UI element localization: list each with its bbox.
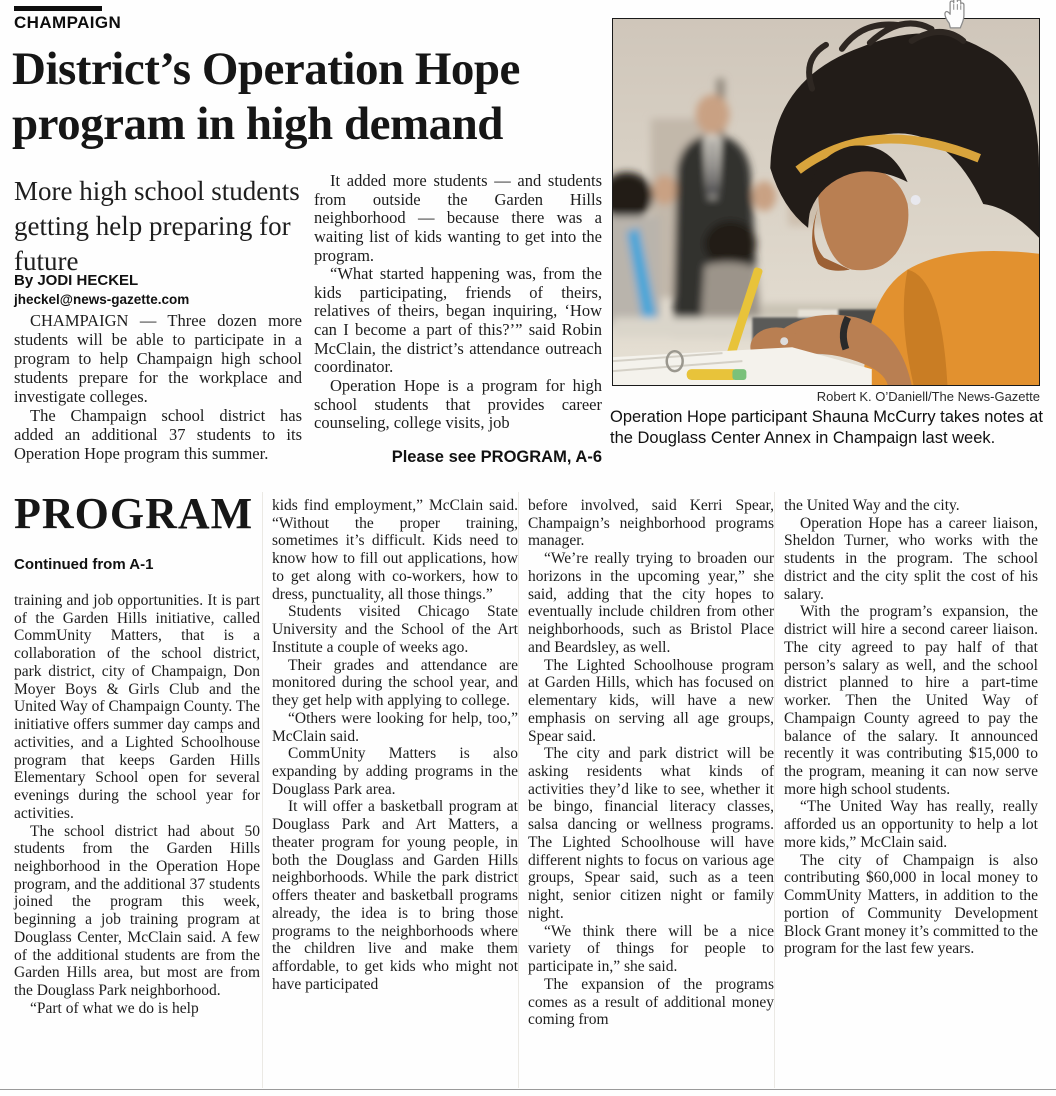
- body-paragraph: Operation Hope is a program for high school students that provides career counseling, college visits, job: [314, 376, 602, 433]
- page-bottom-rule: [0, 1089, 1056, 1090]
- body-paragraph: It will offer a basketball program at Douglass Park and Art Matters, a theater program for young people, in both the Douglass and Garden Hills neighborhoods. While the park district offers theater and basketball programs already, the idea is to bring those programs to the neighborhoods where the children live and make them affordable, to get kids who might not have participated: [272, 798, 518, 993]
- byline: By JODI HECKEL: [14, 272, 139, 289]
- jump-reference: Please see PROGRAM, A-6: [391, 448, 602, 466]
- photo-credit: Robert K. O’Daniell/The News-Gazette: [816, 389, 1040, 404]
- body-paragraph: “Part of what we do is help: [30, 999, 199, 1017]
- body-paragraph: “Others were looking for help, too,” McClain said.: [272, 709, 518, 745]
- body-paragraph: kids find employment,” McClain said. “Without the proper training, sometimes it’s difficult. Kids need to know how to fill out applications, how to get along with co-workers, how to dress, punctuality, all those things.”: [272, 497, 518, 603]
- column-rule: [774, 492, 775, 1088]
- headline-line1: District’s Operation Hope: [12, 43, 520, 95]
- jump-column-3: [528, 497, 774, 1029]
- kicker-rule: [14, 6, 102, 11]
- body-paragraph: before involved, said Kerri Spear, Champaign’s neighborhood programs manager.: [528, 497, 774, 550]
- headline-line2: program in high demand: [12, 97, 503, 150]
- body-paragraph: The city of Champaign is also contributing $60,000 in local money to CommUnity Matters, in addition to the portion of Community Development Block Grant money it’s committed to the program for the last few years.: [784, 851, 1038, 958]
- hand-cursor-icon: [941, 0, 971, 29]
- body-paragraph: “We think there will be a nice variety of things for people to participate in,” she said.: [528, 922, 774, 976]
- body-paragraph: “What started happening was, from the kids participating, friends of theirs, relatives of theirs, began inquiring, ‘How can I become a part of this?’” said Robin McClain, the district’s attendance outreach coordinator.: [314, 264, 602, 377]
- body-paragraph: CHAMPAIGN — Three dozen more students will be able to participate in a program to help Champaign high school students prepare for the workplace and investigate colleges.: [14, 311, 302, 406]
- body-paragraph: The Lighted Schoolhouse program at Garden Hills, which has focused on elementary kids, will have a new emphasis on serving all age groups, Spear said.: [528, 656, 774, 745]
- body-paragraph: The city and park district will be asking residents what kinds of activities they’d like to see, whether it be bingo, financial literacy classes, salsa dancing or wellness programs. The Lighted Schoolhouse will have different nights to focus on various age groups, Spear said, such as a teen night, senior citizen night or family night.: [528, 745, 774, 922]
- body-paragraph: training and job opportunities. It is part of the Garden Hills initiative, called CommUnity Matters, that is a collaboration of the school district, park district, city of Champaign, Don Moyer Boys & Girls Club and the United Way of Champaign County. The initiative offers summer day camps and activities, and a Lighted Schoolhouse program that keeps Garden Hills Elementary School open for several evenings during the school year for activities.: [14, 592, 261, 822]
- article-headline: [12, 42, 622, 151]
- body-paragraph: The expansion of the programs comes as a result of additional money coming from: [528, 975, 774, 1029]
- section-kicker: CHAMPAIGN: [14, 13, 122, 32]
- body-paragraph: CommUnity Matters is also expanding by adding programs in the Douglass Park area.: [272, 745, 518, 798]
- byline-email: jheckel@news-gazette.com: [14, 292, 190, 307]
- lead-column-2: [314, 172, 602, 433]
- body-paragraph: Their grades and attendance are monitored during the school year, and they get help with applying to college.: [272, 656, 518, 710]
- lead-column-1: [14, 312, 302, 464]
- article-deck: More high school students getting help preparing for future: [14, 176, 300, 277]
- body-paragraph: The Champaign school district has added an additional 37 students to its Operation Hope program this summer.: [14, 405, 302, 463]
- jump-headline: PROGRAM: [14, 489, 254, 538]
- article-photo[interactable]: [612, 18, 1040, 386]
- body-paragraph: With the program’s expansion, the district will hire a second career liaison. The city agreed to pay half of that person’s salary as well, and the school district planned to hire a part-time worker. Then the United Way of Champaign County agreed to pay the balance of the salary. It announced recently it was contributing $15,000 to the program, meaning it can now serve more high school students.: [784, 603, 1038, 798]
- jump-column-4: [784, 497, 1038, 958]
- body-paragraph: the United Way and the city.: [784, 497, 960, 514]
- body-paragraph: “We’re really trying to broaden our horizons in the upcoming year,” she said, adding that the city hopes to eventually include children from other neighborhoods, such as Bristol Place and Beardsley, as well.: [528, 550, 774, 656]
- body-paragraph: It added more students — and students from outside the Garden Hills neighborhood — because there was a waiting list of kids wanting to get into the program.: [314, 171, 602, 265]
- photo-illustration: [613, 19, 1039, 385]
- photo-caption: Operation Hope participant Shauna McCurry takes notes at the Douglass Center Annex in Champaign last week.: [610, 408, 1043, 447]
- body-paragraph: Students visited Chicago State University and the School of the Art Institute a couple of weeks ago.: [272, 603, 518, 656]
- jump-column-1: [14, 592, 260, 1018]
- body-paragraph: “The United Way has really, really afforded us an opportunity to help a lot more kids,” McClain said.: [784, 798, 1038, 851]
- jump-column-2: [272, 497, 518, 994]
- continued-from-line: Continued from A-1: [14, 556, 154, 573]
- body-paragraph: Operation Hope has a career liaison, Sheldon Turner, who works with the students in the program. The school district and the city split the cost of his salary.: [784, 514, 1038, 603]
- column-rule: [518, 492, 519, 1088]
- column-rule: [262, 492, 263, 1088]
- body-paragraph: The school district had about 50 students from the Garden Hills neighborhood in the Operation Hope program, and the additional 37 students joined the program this week, beginning a job training program at Douglass Center, McClain said. A few of the additional students are from the Garden Hills area, but most are from the Douglass Park neighborhood.: [14, 822, 260, 1000]
